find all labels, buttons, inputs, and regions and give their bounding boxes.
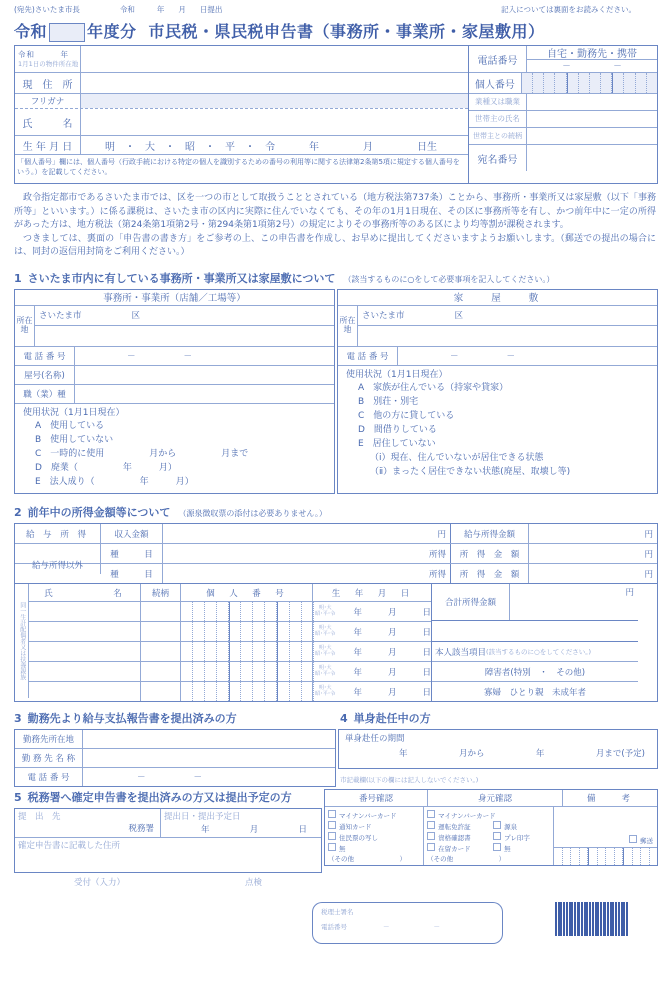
- current-address-input[interactable]: [81, 73, 468, 93]
- dependents-vertical-label: 同一生計配偶者又は扶養親族: [15, 584, 29, 698]
- submit-date-year: 年: [201, 825, 210, 836]
- total-income-row: [432, 584, 638, 621]
- section5-official-row: [0, 789, 670, 888]
- dependent-row-5[interactable]: [29, 682, 431, 701]
- dependent-relation-4[interactable]: [141, 662, 181, 681]
- checkbox-icon[interactable]: [427, 832, 435, 840]
- house-usage-option-b[interactable]: B 別荘・別宅: [358, 397, 419, 408]
- revenue-label: 収入金額: [101, 524, 163, 543]
- office-occupation-row: [15, 385, 334, 404]
- declared-address-label: 確定申告書に記載した住所: [18, 841, 121, 852]
- assignment-period-label: 単身赴任の期間: [345, 734, 405, 745]
- house-caption: 家 屋 敷: [338, 290, 657, 306]
- work-address-input[interactable]: [83, 730, 335, 748]
- office-usage-block[interactable]: [15, 404, 334, 494]
- dependents-header-row: [29, 584, 431, 602]
- furigana-label: フリガナ: [15, 94, 81, 108]
- householder-relation-label: 世帯主との続柄: [469, 128, 527, 144]
- other-income-label-text: 給与所得以外: [15, 555, 101, 574]
- office-phone-label: 電 話 番 号: [15, 347, 75, 365]
- occupation-row: [469, 94, 657, 111]
- dependent-name-2[interactable]: [29, 622, 141, 641]
- jan1-location-label: 令和 年 1月1日の物件所在地: [15, 46, 81, 72]
- householder-relation-input[interactable]: [527, 128, 657, 144]
- section2-title: 前年中の所得金額等について: [27, 506, 171, 520]
- house-phone-dash-1: －: [450, 351, 459, 362]
- section4-title: 単身赴任中の方: [353, 712, 431, 726]
- office-usage-title: 使用状況（1月1日現在）: [23, 407, 125, 418]
- dependent-dob-3[interactable]: 明･大 昭･平･令 年 月 日: [313, 642, 431, 661]
- section4-number: 4: [340, 712, 348, 726]
- addressee-label: (宛先)さいたま市長: [14, 5, 80, 14]
- other-income-input-2[interactable]: [163, 564, 451, 583]
- number-check-item-4[interactable]: 無: [328, 843, 423, 854]
- dependent-mynumber-4[interactable]: [181, 662, 313, 681]
- jan1-location-row: [15, 46, 468, 73]
- office-location-input[interactable]: [35, 306, 334, 346]
- total-income-yen: 円: [625, 588, 634, 599]
- furigana-input[interactable]: [81, 94, 468, 108]
- checkbox-icon[interactable]: [427, 810, 435, 818]
- dependent-era-5: 明･大 昭･平･令: [315, 684, 336, 697]
- applicant-header-block: [14, 45, 658, 184]
- checkbox-icon[interactable]: [427, 843, 435, 851]
- office-usage-option-e[interactable]: E 法人成り（ 年 月）: [35, 477, 194, 488]
- dependent-era-4: 明･大 昭･平･令: [315, 664, 336, 677]
- mynumber-input[interactable]: [522, 73, 657, 93]
- section2-number: 2: [14, 506, 22, 520]
- col-name: 氏 名: [29, 584, 141, 601]
- submit-date-month: 月: [249, 825, 259, 836]
- dependent-name-5[interactable]: [29, 682, 141, 701]
- phone-input[interactable]: [527, 46, 657, 72]
- work-address-label: 勤務先所在地: [15, 730, 83, 748]
- section3-block: [14, 710, 336, 787]
- office-occupation-input[interactable]: [75, 385, 334, 403]
- footer-row: [0, 902, 670, 944]
- house-location-input[interactable]: [358, 306, 657, 346]
- furigana-row: [15, 94, 468, 109]
- occupation-input[interactable]: [527, 94, 657, 110]
- submit-day: 日提出: [199, 5, 223, 14]
- dependent-relation-2[interactable]: [141, 622, 181, 641]
- check-label: 点検: [244, 878, 262, 889]
- office-usage-option-c[interactable]: C 一時的に使用 月から 月まで: [35, 449, 249, 460]
- title-year-suffix: 年度分: [87, 22, 137, 41]
- dependent-dob-2[interactable]: 明･大 昭･平･令 年 月 日: [313, 622, 431, 641]
- mynumber-row: [469, 73, 657, 94]
- dependent-mynumber-3[interactable]: [181, 642, 313, 661]
- identity-check-list[interactable]: [424, 807, 554, 865]
- section34-row: [0, 710, 670, 787]
- office-city: さいたま市: [39, 311, 82, 321]
- salary-income-amount-label: 給与所得金額: [451, 524, 529, 543]
- income-amount-label-1: 所 得 金 額: [451, 544, 529, 563]
- house-usage-option-e-i[interactable]: （ⅰ）現在、住んでいないが居住できる状態: [370, 453, 544, 464]
- submit-month: 月: [178, 5, 186, 14]
- section1-tables: [14, 289, 658, 495]
- house-location-label: 所在地: [338, 306, 358, 346]
- section3-heading: [14, 710, 336, 726]
- back-side-note: 記入については裏面をお読みください。: [501, 5, 636, 14]
- section3-title: 勤務先より給与支払報告書を提出済みの方: [27, 712, 237, 726]
- office-tradename-row: [15, 366, 334, 385]
- current-address-row: [15, 73, 468, 94]
- mail-flag[interactable]: 郵送: [554, 807, 657, 848]
- section3-number: 3: [14, 712, 22, 726]
- number-check-item-2[interactable]: 通知カード: [328, 821, 423, 832]
- birthdate-row: [15, 136, 468, 155]
- tax-office-suffix: 税務署: [128, 824, 154, 835]
- total-income-input[interactable]: [510, 584, 638, 620]
- phone-dash-2: －: [613, 62, 622, 72]
- number-check-item-3[interactable]: 住民票の写し: [328, 832, 423, 843]
- work-name-input[interactable]: [83, 749, 335, 767]
- checkbox-icon[interactable]: [328, 810, 336, 818]
- checkbox-icon[interactable]: [493, 821, 501, 829]
- salary-label: 給 与 所 得: [15, 524, 101, 543]
- name-input[interactable]: [81, 109, 468, 135]
- other-income-input-1[interactable]: [163, 544, 451, 563]
- submit-date-label: 提出日・提出予定日: [164, 812, 241, 823]
- work-name-label: 勤 務 先 名 称: [15, 749, 83, 767]
- office-occupation-label: 職（業）種: [15, 385, 75, 403]
- assignment-year-to: 年: [535, 749, 545, 760]
- assignment-year-from: 年: [399, 749, 408, 760]
- section5-title: 税務署へ確定申告書を提出済みの方又は提出予定の方: [27, 791, 292, 805]
- footer-phone-dash-2: －: [433, 923, 440, 932]
- house-phone-row: [338, 347, 657, 366]
- house-ward: 区: [454, 311, 464, 321]
- birth-eras: 明 ・ 大 ・ 昭 ・ 平 ・ 令: [105, 141, 275, 153]
- house-usage-title: 使用状況（1月1日現在）: [346, 369, 448, 380]
- dependent-row-3[interactable]: [29, 642, 431, 662]
- section4-heading: [340, 710, 658, 726]
- footer-phone-dash-1: －: [383, 923, 390, 932]
- dependent-row-2[interactable]: [29, 622, 431, 642]
- birth-day: 日生: [417, 141, 437, 153]
- reception-label: 受付（入力）: [73, 878, 125, 889]
- checkbox-icon[interactable]: [629, 835, 637, 843]
- title-main: 市民税・県民税申告書（事務所・事業所・家屋敷用）: [148, 22, 545, 41]
- office-ward: 区: [131, 311, 141, 321]
- checkbox-icon[interactable]: [493, 832, 501, 840]
- dependent-name-1[interactable]: [29, 602, 141, 621]
- tax-accountant-label: 税理士署名: [321, 908, 354, 917]
- birthdate-label: 生 年 月 日: [15, 136, 81, 154]
- office-table: [14, 289, 335, 495]
- applicant-left-table: [14, 45, 468, 184]
- dependent-era-1: 明･大 昭･平･令: [315, 604, 336, 617]
- dependent-mynumber-5[interactable]: [181, 682, 313, 701]
- submit-date-day: 日: [298, 825, 307, 836]
- tax-accountant-bracket-right: [488, 902, 503, 944]
- birth-month: 月: [363, 141, 373, 153]
- checkbox-icon[interactable]: [328, 843, 336, 851]
- self-item-disability[interactable]: 障害者(特別 ・ その他): [432, 662, 638, 682]
- income-amount-label-2: 所 得 金 額: [451, 564, 529, 583]
- col-identity-check: 身元確認: [428, 790, 563, 806]
- tax-accountant-bracket: [312, 902, 488, 944]
- dependent-dob-4[interactable]: 明･大 昭･平･令 年 月 日: [313, 662, 431, 681]
- title-year-input[interactable]: [49, 23, 85, 42]
- identity-item-1[interactable]: マイナンバーカード: [427, 810, 553, 821]
- submit-year: 年: [156, 5, 165, 14]
- office-location-label: 所在地: [15, 306, 35, 346]
- income-table: [14, 523, 658, 702]
- other-income-suffix-2: 所得: [428, 569, 446, 580]
- house-usage-option-a[interactable]: A 家族が住んでいる（持家や貸家）: [358, 383, 509, 394]
- assignment-month-to: 月まで(予定): [595, 749, 645, 760]
- section5-number: 5: [14, 791, 22, 805]
- phone-row: [469, 46, 657, 73]
- house-table: [337, 289, 658, 495]
- section2-subtitle: （源泉徴収票の添付は必要ありません。）: [178, 509, 327, 519]
- income-amount-input-2[interactable]: [529, 564, 657, 583]
- kind-label-1: 種 目: [101, 544, 163, 563]
- number-check-other[interactable]: （その他 ）: [328, 855, 406, 864]
- office-usage-option-b[interactable]: B 使用していない: [35, 435, 114, 446]
- work-address-row: [15, 730, 335, 749]
- total-income-spacer[interactable]: [432, 621, 638, 642]
- householder-name-row: [469, 111, 657, 128]
- self-items-note: (該当するものに○をしてください。): [486, 647, 592, 656]
- office-caption: 事務所・事業所（店舗／工場等）: [15, 290, 334, 306]
- official-header-row: [325, 790, 657, 807]
- birth-year: 年: [309, 141, 319, 153]
- section5-heading: [14, 789, 322, 805]
- salary-income-row: [15, 524, 657, 544]
- work-name-row: [15, 749, 335, 768]
- dependents-block: [15, 584, 657, 701]
- remarks-code-grid[interactable]: [554, 848, 657, 865]
- income-amount-input-1[interactable]: [529, 544, 657, 563]
- work-phone-input[interactable]: [83, 768, 335, 786]
- section1-number: 1: [14, 271, 22, 285]
- tax-accountant-phone[interactable]: 電話番号 － －: [321, 923, 440, 932]
- other-income-row-1: [15, 544, 657, 564]
- phone-label: 電話番号: [469, 46, 527, 72]
- reception-check-row: [14, 873, 322, 888]
- tax-office-row: [15, 809, 321, 838]
- house-usage-option-e-ii[interactable]: （ⅱ）まったく居住できない状態(廃屋、取壊し等): [370, 467, 571, 478]
- salary-income-yen: 円: [644, 529, 653, 540]
- jan1-location-input[interactable]: [81, 46, 468, 72]
- house-usage-option-c[interactable]: C 他の方に貸している: [358, 411, 455, 422]
- total-income-label: 合計所得金額: [432, 584, 510, 620]
- col-mynumber: 個 人 番 号: [181, 584, 313, 601]
- destination-label: 提 出 先: [18, 812, 61, 823]
- barcode: [555, 902, 629, 936]
- self-items-header: [432, 642, 638, 662]
- checkbox-icon[interactable]: [493, 843, 501, 851]
- house-city: さいたま市: [362, 311, 405, 321]
- tax-office-date[interactable]: [161, 809, 321, 837]
- householder-name-label: 世帯主の氏名: [469, 111, 527, 127]
- householder-relation-row: [469, 128, 657, 145]
- page-title: [0, 18, 670, 44]
- identity-item-2[interactable]: 運転免許証 源泉: [427, 821, 553, 832]
- office-usage-option-d[interactable]: D 廃業（ 年 月）: [35, 463, 177, 474]
- official-body-row: [325, 807, 657, 865]
- section1-title: さいたま市内に有している事務所・事業所又は家屋敷について: [27, 271, 336, 285]
- birthdate-input[interactable]: [81, 136, 468, 154]
- dependent-row-4[interactable]: [29, 662, 431, 682]
- income-amount-yen-1: 円: [644, 549, 653, 560]
- dependents-grid: [29, 584, 431, 701]
- contact-right-table: [468, 45, 658, 184]
- intro-paragraph-1: 政令指定都市であるさいたま市では、区を一つの市として取扱うこととされている（地方税法第737条）ことから、事務所・事業所又は家屋敷（以下「事務所等」といいます。）に係る課税は、さいたま市の区内に実際に住んでいなくても、その年の1月1日現在、その区に事務所等を有し、かつ前年中に一定の所得があった方は、地方税法（第24条第1項第2号・第294条第1項第2号）の規定によりその事務所等のある区により均等割が課税されます。: [14, 193, 656, 230]
- office-location-row: [15, 306, 334, 347]
- dependent-dob-1[interactable]: 明･大 昭･平･令 年 月 日: [313, 602, 431, 621]
- section2-heading: [14, 504, 670, 520]
- atena-row: [469, 145, 657, 171]
- current-address-label: 現 住 所: [15, 73, 81, 93]
- house-usage-block[interactable]: [338, 366, 657, 484]
- house-phone-input[interactable]: [398, 347, 657, 365]
- phone-kinds: 自宅・勤務先・携帯: [527, 46, 657, 60]
- section5-table: [14, 808, 322, 873]
- work-phone-row: [15, 768, 335, 786]
- number-check-list[interactable]: [325, 807, 424, 865]
- mynumber-note: 「個人番号」欄には、個人番号（行政手続における特定の個人を識別するための番号の利用等に関する法律第2条第5項に規定する個人番号をいう。）を記載してください。: [17, 158, 460, 177]
- office-phone-dash-1: －: [127, 351, 136, 362]
- dependent-era-2: 明･大 昭･平･令: [315, 624, 336, 637]
- name-label: 氏 名: [15, 109, 81, 135]
- section3-table: [14, 729, 336, 787]
- office-phone-input[interactable]: [75, 347, 334, 365]
- identity-item-3[interactable]: 資格確認書 プレ印字: [427, 832, 553, 843]
- work-phone-dash-1: －: [137, 773, 146, 784]
- section1-heading: [14, 270, 670, 286]
- office-usage-option-a[interactable]: A 使用している: [35, 421, 105, 432]
- dependent-name-4[interactable]: [29, 662, 141, 681]
- intro-text: [14, 192, 656, 260]
- official-note: 市記載欄(以下の欄には記入しないでください。): [340, 776, 479, 785]
- house-phone-label: 電 話 番 号: [338, 347, 398, 365]
- dependent-mynumber-1[interactable]: [181, 602, 313, 621]
- tax-office-destination[interactable]: [15, 809, 161, 837]
- official-table: [324, 789, 658, 866]
- salary-revenue-input[interactable]: [163, 524, 451, 543]
- checkbox-icon[interactable]: [328, 832, 336, 840]
- section4-table[interactable]: [338, 729, 658, 769]
- house-usage-option-d[interactable]: D 間借りしている: [358, 425, 437, 436]
- house-location-row: [338, 306, 657, 347]
- dependent-relation-5[interactable]: [141, 682, 181, 701]
- dependent-mynumber-2[interactable]: [181, 622, 313, 641]
- house-usage-option-e[interactable]: E 居住していない: [358, 439, 436, 450]
- dependent-era-3: 明･大 昭･平･令: [315, 644, 336, 657]
- col-remarks: 備 考: [586, 794, 633, 805]
- self-item-widow[interactable]: 寡婦 ひとり親 未成年者: [483, 687, 586, 698]
- top-submission-line: [0, 0, 670, 18]
- assignment-month-from: 月から: [458, 749, 485, 760]
- official-box: [324, 789, 658, 888]
- work-phone-dash-2: －: [193, 773, 203, 784]
- other-income-row-2: [15, 560, 657, 584]
- occupation-label: 業種又は職業: [469, 94, 527, 110]
- dependent-row-1[interactable]: [29, 602, 431, 622]
- office-phone-row: [15, 347, 334, 366]
- phone-dash-1: －: [562, 62, 571, 72]
- col-number-check: 番号確認: [325, 790, 428, 806]
- dependent-dob-5[interactable]: 明･大 昭･平･令 年 月 日: [313, 682, 431, 701]
- section5-block: [14, 789, 322, 888]
- house-phone-dash-2: －: [506, 351, 516, 362]
- self-items-label: 本人該当項目: [435, 647, 487, 658]
- col-relation: 続柄: [141, 584, 181, 601]
- office-phone-dash-2: －: [183, 351, 193, 362]
- office-tradename-input[interactable]: [75, 366, 334, 384]
- number-check-item-1[interactable]: マイナンバーカード: [328, 810, 423, 821]
- col-dob: 生 年 月 日: [331, 588, 413, 599]
- declared-address-row[interactable]: [15, 838, 321, 872]
- atena-input[interactable]: [527, 145, 657, 171]
- section4-block: [338, 710, 658, 787]
- identity-other[interactable]: （その他 ）: [427, 855, 506, 864]
- submit-era: 令和: [119, 5, 135, 14]
- checkbox-icon[interactable]: [328, 821, 336, 829]
- mynumber-label: 個人番号: [469, 73, 522, 93]
- income-amount-yen-2: 円: [644, 569, 653, 580]
- office-tradename-label: 屋号(名称): [15, 366, 75, 384]
- checkbox-icon[interactable]: [427, 821, 435, 829]
- total-and-self-items: [431, 584, 638, 701]
- work-phone-label: 電 話 番 号: [15, 768, 83, 786]
- title-era: 令和: [14, 22, 48, 41]
- name-row: [15, 109, 468, 136]
- salary-revenue-yen: 円: [437, 529, 446, 540]
- section1-subtitle: （該当するものに○をして必要事項を記入してください。）: [343, 274, 555, 284]
- intro-paragraph-2: つきましては、裏面の「申告書の書き方」をご参考の上、この申告書を作成し、お早めに提出してくださいますようお願いします。（郵送での提出の場合には、同封の返信用封筒をご利用ください。）: [14, 233, 656, 257]
- kind-label-2: 種 目: [101, 564, 163, 583]
- identity-item-4[interactable]: 在留カード 無: [427, 843, 553, 854]
- householder-name-input[interactable]: [527, 111, 657, 127]
- dependent-name-3[interactable]: [29, 642, 141, 661]
- remarks-cell[interactable]: [554, 807, 657, 865]
- dependent-relation-1[interactable]: [141, 602, 181, 621]
- salary-income-amount-input[interactable]: [529, 524, 657, 543]
- dependent-relation-3[interactable]: [141, 642, 181, 661]
- assignment-period-input[interactable]: [339, 744, 657, 759]
- atena-label: 宛名番号: [469, 145, 527, 171]
- other-income-suffix-1: 所得: [428, 549, 446, 560]
